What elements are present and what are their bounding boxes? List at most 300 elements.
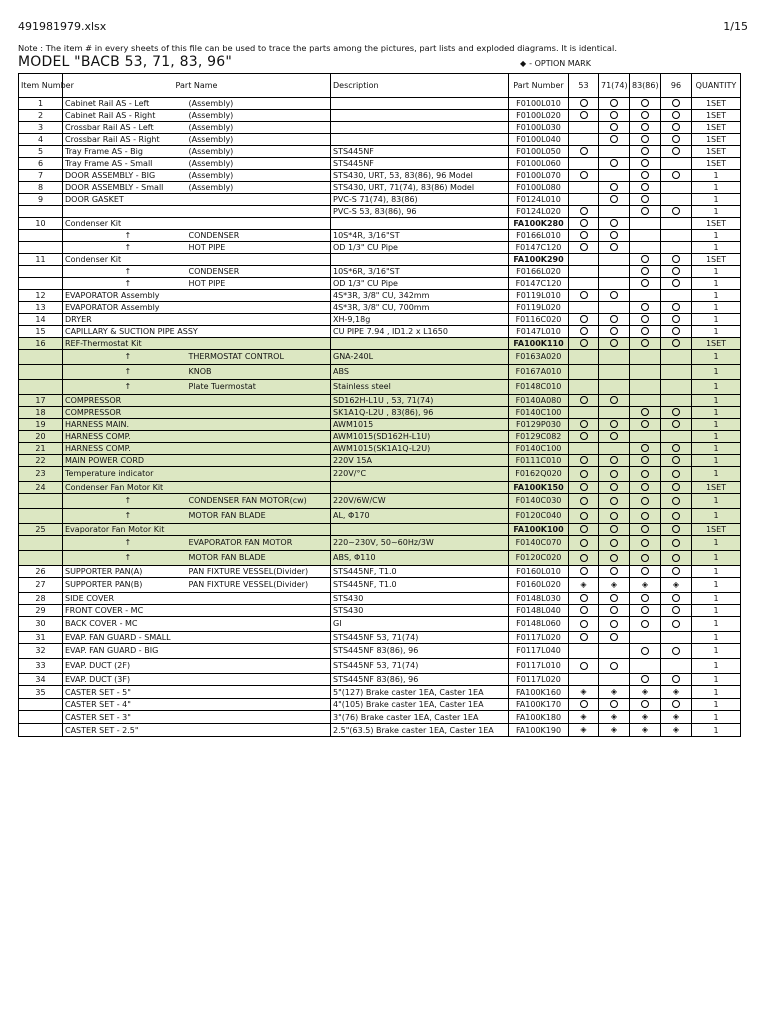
model-mark-cell <box>599 182 630 194</box>
diamond-icon: ◈ <box>610 687 618 696</box>
circle-mark-icon <box>641 111 649 119</box>
description-cell: STS430, URT, 71(74), 83(86) Model <box>331 182 509 194</box>
part-subname-cell <box>187 536 331 551</box>
circle-mark-icon <box>641 339 649 347</box>
item-number-cell <box>19 365 63 380</box>
description-cell: ABS <box>331 365 509 380</box>
model-mark-cell <box>630 395 661 407</box>
diamond-icon: ◈ <box>641 712 649 721</box>
part-number-cell: F0166L010 <box>509 230 569 242</box>
quantity-cell: 1SET <box>692 98 741 110</box>
circle-mark-icon <box>672 303 680 311</box>
model-mark-cell <box>630 455 661 467</box>
part-subname-cell <box>187 134 331 146</box>
model-mark-cell <box>661 593 692 605</box>
model-mark-cell <box>630 350 661 365</box>
model-mark-cell <box>630 617 661 632</box>
table-row <box>19 431 741 443</box>
circle-mark-icon <box>610 497 618 505</box>
diamond-icon: ◆ <box>520 59 527 68</box>
model-mark-cell <box>630 218 661 230</box>
model-mark-cell <box>630 711 661 724</box>
circle-mark-icon <box>580 243 588 251</box>
circle-mark-icon <box>610 315 618 323</box>
part-subname-cell <box>187 218 331 230</box>
description-cell: 3"(76) Brake caster 1EA, Caster 1EA <box>331 711 509 724</box>
circle-mark-icon <box>580 456 588 464</box>
part-subname-cell <box>187 551 331 566</box>
diamond-icon: ◈ <box>580 687 587 696</box>
model-mark-cell <box>569 686 599 699</box>
table-row <box>19 578 741 593</box>
part-subname-cell <box>187 605 331 617</box>
part-name-cell: CASTER SET - 3" <box>63 711 187 724</box>
part-number-cell: F0140C100 <box>509 443 569 455</box>
quantity-cell: 1 <box>692 711 741 724</box>
item-number-cell <box>19 711 63 724</box>
part-name-cell: Cabinet Rail AS - Right <box>63 110 187 122</box>
part-subname-text: (Assembly) <box>188 99 234 108</box>
model-mark-cell <box>599 266 630 278</box>
model-mark-cell <box>661 290 692 302</box>
table-row <box>19 242 741 254</box>
description-cell: OD 1/3" CU Pipe <box>331 242 509 254</box>
model-mark-cell <box>630 674 661 686</box>
circle-mark-icon <box>641 606 649 614</box>
item-number-cell: 7 <box>19 170 63 182</box>
part-subname-text: THERMOSTAT CONTROL <box>188 352 284 361</box>
model-mark-cell <box>630 122 661 134</box>
part-number-cell: F0147C120 <box>509 278 569 290</box>
part-subname-text: (Assembly) <box>188 183 234 192</box>
part-number-cell: FA100K110 <box>509 338 569 350</box>
table-row <box>19 724 741 737</box>
description-cell <box>331 254 509 266</box>
quantity-cell: 1 <box>692 419 741 431</box>
part-subname-text: MOTOR FAN BLADE <box>188 511 266 520</box>
part-subname-cell <box>187 524 331 536</box>
part-number-cell: FA100K170 <box>509 699 569 711</box>
model-mark-cell <box>630 566 661 578</box>
description-cell: STS445NF 53, 71(74) <box>331 632 509 644</box>
description-cell <box>331 482 509 494</box>
part-name-cell: DOOR ASSEMBLY - BIG <box>63 170 187 182</box>
circle-mark-icon <box>672 420 680 428</box>
model-mark-cell <box>630 467 661 482</box>
table-row <box>19 482 741 494</box>
model-mark-cell <box>599 380 630 395</box>
table-row <box>19 182 741 194</box>
item-number-cell: 21 <box>19 443 63 455</box>
table-row <box>19 194 741 206</box>
circle-mark-icon <box>641 620 649 628</box>
model-mark-cell <box>599 632 630 644</box>
model-mark-cell <box>661 365 692 380</box>
model-mark-cell <box>569 206 599 218</box>
model-mark-cell <box>661 632 692 644</box>
item-number-cell: 22 <box>19 455 63 467</box>
part-subname-cell <box>187 395 331 407</box>
model-mark-cell <box>569 443 599 455</box>
circle-mark-icon <box>641 255 649 263</box>
model-mark-cell <box>569 134 599 146</box>
model-mark-cell <box>630 593 661 605</box>
quantity-cell: 1 <box>692 278 741 290</box>
circle-mark-icon <box>672 339 680 347</box>
model-mark-cell <box>630 632 661 644</box>
model-mark-cell <box>661 431 692 443</box>
description-cell: AWM1015(SD162H-L1U) <box>331 431 509 443</box>
table-row <box>19 566 741 578</box>
part-name-cell: FRONT COVER - MC <box>63 605 187 617</box>
model-mark-cell <box>630 494 661 509</box>
model-mark-cell <box>569 170 599 182</box>
circle-mark-icon <box>672 135 680 143</box>
quantity-cell: 1SET <box>692 134 741 146</box>
circle-mark-icon <box>610 195 618 203</box>
circle-mark-icon <box>672 525 680 533</box>
item-number-cell: 18 <box>19 407 63 419</box>
quantity-cell: 1 <box>692 632 741 644</box>
model-mark-cell <box>599 431 630 443</box>
model-mark-cell <box>599 218 630 230</box>
part-name-cell <box>63 206 187 218</box>
part-subname-cell <box>187 443 331 455</box>
circle-mark-icon <box>610 159 618 167</box>
circle-mark-icon <box>641 456 649 464</box>
part-subname-cell <box>187 566 331 578</box>
part-subname-text: (Assembly) <box>188 111 234 120</box>
description-cell <box>331 122 509 134</box>
part-subname-cell <box>187 455 331 467</box>
model-mark-cell <box>599 659 630 674</box>
part-number-cell: FA100K150 <box>509 482 569 494</box>
part-subname-cell <box>187 632 331 644</box>
model-mark-cell <box>599 578 630 593</box>
col-model-83: 83(86) <box>630 74 661 98</box>
part-subname-text: EVAPORATOR FAN MOTOR <box>188 538 293 547</box>
quantity-cell: 1 <box>692 266 741 278</box>
model-mark-cell <box>661 302 692 314</box>
part-subname-cell <box>187 407 331 419</box>
quantity-cell: 1 <box>692 509 741 524</box>
model-mark-cell <box>569 338 599 350</box>
part-name-cell: CASTER SET - 5" <box>63 686 187 699</box>
quantity-cell: 1 <box>692 194 741 206</box>
part-subname-text: (Assembly) <box>188 123 234 132</box>
model-mark-cell <box>599 395 630 407</box>
item-number-cell <box>19 724 63 737</box>
circle-mark-icon <box>641 675 649 683</box>
item-number-cell <box>19 536 63 551</box>
table-row <box>19 494 741 509</box>
model-mark-cell <box>661 170 692 182</box>
quantity-cell: 1 <box>692 674 741 686</box>
circle-mark-icon <box>610 512 618 520</box>
description-cell <box>331 218 509 230</box>
model-mark-cell <box>630 146 661 158</box>
model-mark-cell <box>661 724 692 737</box>
model-mark-cell <box>661 699 692 711</box>
col-model-71: 71(74) <box>599 74 630 98</box>
description-cell: AWM1015 <box>331 419 509 431</box>
part-number-cell: F0100L010 <box>509 98 569 110</box>
table-row <box>19 644 741 659</box>
circle-mark-icon <box>641 207 649 215</box>
model-mark-cell <box>630 278 661 290</box>
item-number-cell <box>19 494 63 509</box>
part-number-cell: F0148L040 <box>509 605 569 617</box>
diamond-icon: ◈ <box>641 687 649 696</box>
part-subname-text: PAN FIXTURE VESSEL(Divider) <box>188 567 309 576</box>
model-mark-cell <box>630 254 661 266</box>
part-subname-cell: ↑ CONDENSER <box>187 266 331 278</box>
circle-mark-icon <box>580 539 588 547</box>
model-mark-cell <box>661 605 692 617</box>
option-mark-label: - OPTION MARK <box>529 59 591 68</box>
circle-mark-icon <box>641 420 649 428</box>
table-row <box>19 632 741 644</box>
table-row <box>19 158 741 170</box>
circle-mark-icon <box>672 647 680 655</box>
table-row <box>19 365 741 380</box>
circle-mark-icon <box>580 339 588 347</box>
model-mark-cell <box>569 419 599 431</box>
part-number-cell: F0116C020 <box>509 314 569 326</box>
model-mark-cell <box>569 632 599 644</box>
circle-mark-icon <box>580 147 588 155</box>
model-mark-cell <box>569 431 599 443</box>
model-mark-cell <box>569 617 599 632</box>
part-number-cell: FA100K190 <box>509 724 569 737</box>
model-mark-cell <box>599 605 630 617</box>
model-mark-cell <box>569 593 599 605</box>
part-subname-text: HOT PIPE <box>188 279 226 288</box>
model-mark-cell <box>630 134 661 146</box>
model-mark-cell <box>599 467 630 482</box>
circle-mark-icon <box>672 408 680 416</box>
circle-mark-icon <box>580 497 588 505</box>
col-description: Description <box>331 74 509 98</box>
circle-mark-icon <box>610 456 618 464</box>
model-mark-cell <box>569 566 599 578</box>
part-subname-cell <box>187 326 331 338</box>
circle-mark-icon <box>672 554 680 562</box>
model-mark-cell <box>630 536 661 551</box>
part-number-cell: F0124L010 <box>509 194 569 206</box>
model-mark-cell <box>661 254 692 266</box>
quantity-cell: 1 <box>692 443 741 455</box>
model-mark-cell <box>630 482 661 494</box>
part-subname-text: Plate Tuermostat <box>188 382 256 391</box>
description-cell: 220~230V, 50~60Hz/3W <box>331 536 509 551</box>
item-number-cell: 9 <box>19 194 63 206</box>
circle-mark-icon <box>580 99 588 107</box>
quantity-cell: 1 <box>692 578 741 593</box>
quantity-cell: 1 <box>692 407 741 419</box>
model-mark-cell <box>569 407 599 419</box>
quantity-cell: 1 <box>692 644 741 659</box>
circle-mark-icon <box>641 99 649 107</box>
item-number-cell <box>19 230 63 242</box>
circle-mark-icon <box>641 408 649 416</box>
model-mark-cell <box>661 419 692 431</box>
circle-mark-icon <box>610 567 618 575</box>
part-subname-text: CONDENSER FAN MOTOR(cw) <box>188 496 307 505</box>
description-cell: GNA-240L <box>331 350 509 365</box>
part-subname-cell <box>187 98 331 110</box>
model-mark-cell <box>599 699 630 711</box>
circle-mark-icon <box>672 111 680 119</box>
model-mark-cell <box>569 482 599 494</box>
item-number-cell <box>19 551 63 566</box>
description-cell <box>331 338 509 350</box>
table-row <box>19 302 741 314</box>
model-mark-cell <box>569 350 599 365</box>
quantity-cell: 1 <box>692 380 741 395</box>
circle-mark-icon <box>580 327 588 335</box>
item-number-cell: 29 <box>19 605 63 617</box>
part-number-cell: F0100L060 <box>509 158 569 170</box>
part-subname-text: (Assembly) <box>188 135 234 144</box>
circle-mark-icon <box>672 123 680 131</box>
table-row <box>19 290 741 302</box>
part-subname-cell <box>187 314 331 326</box>
part-subname-cell <box>187 122 331 134</box>
description-cell: CU PIPE 7.94 , ID1.2 x L1650 <box>331 326 509 338</box>
model-mark-cell <box>661 278 692 290</box>
part-subname-cell <box>187 206 331 218</box>
model-mark-cell <box>599 494 630 509</box>
circle-mark-icon <box>641 539 649 547</box>
circle-mark-icon <box>672 207 680 215</box>
model-mark-cell <box>630 509 661 524</box>
model-mark-cell <box>630 98 661 110</box>
col-item-number: Item Number <box>19 74 63 98</box>
circle-mark-icon <box>610 554 618 562</box>
circle-mark-icon <box>610 470 618 478</box>
model-mark-cell <box>569 699 599 711</box>
quantity-cell: 1 <box>692 230 741 242</box>
circle-mark-icon <box>580 662 588 670</box>
model-mark-cell <box>569 242 599 254</box>
model-mark-cell <box>599 194 630 206</box>
description-cell: 4"(105) Brake caster 1EA, Caster 1EA <box>331 699 509 711</box>
part-subname-cell <box>187 674 331 686</box>
table-row <box>19 218 741 230</box>
model-mark-cell <box>661 467 692 482</box>
model-mark-cell <box>569 494 599 509</box>
model-mark-cell <box>630 194 661 206</box>
model-mark-cell <box>630 659 661 674</box>
part-number-cell: FA100K280 <box>509 218 569 230</box>
part-number-cell: F0119L020 <box>509 302 569 314</box>
model-mark-cell <box>569 146 599 158</box>
description-cell: STS430 <box>331 593 509 605</box>
part-number-cell: F0129P030 <box>509 419 569 431</box>
part-name-cell: REF-Thermostat Kit <box>63 338 187 350</box>
diamond-icon: ◈ <box>610 712 618 721</box>
part-subname-cell <box>187 419 331 431</box>
model-mark-cell <box>661 110 692 122</box>
diamond-icon: ◈ <box>641 580 649 589</box>
item-number-cell <box>19 509 63 524</box>
item-number-cell: 25 <box>19 524 63 536</box>
description-cell: Stainless steel <box>331 380 509 395</box>
table-row <box>19 278 741 290</box>
item-number-cell <box>19 380 63 395</box>
model-mark-cell <box>569 302 599 314</box>
part-subname-cell <box>187 194 331 206</box>
quantity-cell: 1 <box>692 699 741 711</box>
part-subname-cell <box>187 146 331 158</box>
part-name-cell: COMPRESSOR <box>63 395 187 407</box>
model-mark-cell <box>599 407 630 419</box>
quantity-cell: 1 <box>692 290 741 302</box>
model-mark-cell <box>661 218 692 230</box>
model-mark-cell <box>599 509 630 524</box>
item-number-cell: 2 <box>19 110 63 122</box>
model-mark-cell <box>599 482 630 494</box>
model-mark-cell <box>569 395 599 407</box>
part-number-cell: F0100L030 <box>509 122 569 134</box>
circle-mark-icon <box>672 606 680 614</box>
model-mark-cell <box>630 380 661 395</box>
part-name-cell: CASTER SET - 2.5" <box>63 724 187 737</box>
table-row <box>19 419 741 431</box>
item-number-cell: 3 <box>19 122 63 134</box>
table-row <box>19 314 741 326</box>
description-cell: 10S*6R, 3/16"ST <box>331 266 509 278</box>
model-mark-cell <box>599 536 630 551</box>
circle-mark-icon <box>580 231 588 239</box>
part-name-cell: Evaporator Fan Motor Kit <box>63 524 187 536</box>
description-cell: STS445NF <box>331 158 509 170</box>
circle-mark-icon <box>580 594 588 602</box>
model-mark-cell <box>599 110 630 122</box>
circle-mark-icon <box>672 700 680 708</box>
circle-mark-icon <box>672 327 680 335</box>
table-row <box>19 407 741 419</box>
diamond-icon: ◈ <box>672 687 680 696</box>
circle-mark-icon <box>641 470 649 478</box>
circle-mark-icon <box>580 606 588 614</box>
model-mark-cell <box>661 242 692 254</box>
circle-mark-icon <box>580 432 588 440</box>
model-mark-cell <box>599 242 630 254</box>
description-cell <box>331 524 509 536</box>
model-mark-cell <box>599 230 630 242</box>
circle-mark-icon <box>610 183 618 191</box>
part-name-cell: DOOR GASKET <box>63 194 187 206</box>
circle-mark-icon <box>672 267 680 275</box>
table-row <box>19 443 741 455</box>
part-name-cell: Tray Frame AS - Big <box>63 146 187 158</box>
part-subname-cell <box>187 699 331 711</box>
part-subname-text: (Assembly) <box>188 147 234 156</box>
table-row <box>19 170 741 182</box>
part-subname-cell <box>187 509 331 524</box>
model-mark-cell <box>630 302 661 314</box>
part-subname-cell: ↑ HOT PIPE <box>187 278 331 290</box>
table-row <box>19 536 741 551</box>
circle-mark-icon <box>672 444 680 452</box>
model-mark-cell <box>569 455 599 467</box>
circle-mark-icon <box>580 633 588 641</box>
item-number-cell: 17 <box>19 395 63 407</box>
model-mark-cell <box>630 158 661 170</box>
part-subname-cell <box>187 170 331 182</box>
